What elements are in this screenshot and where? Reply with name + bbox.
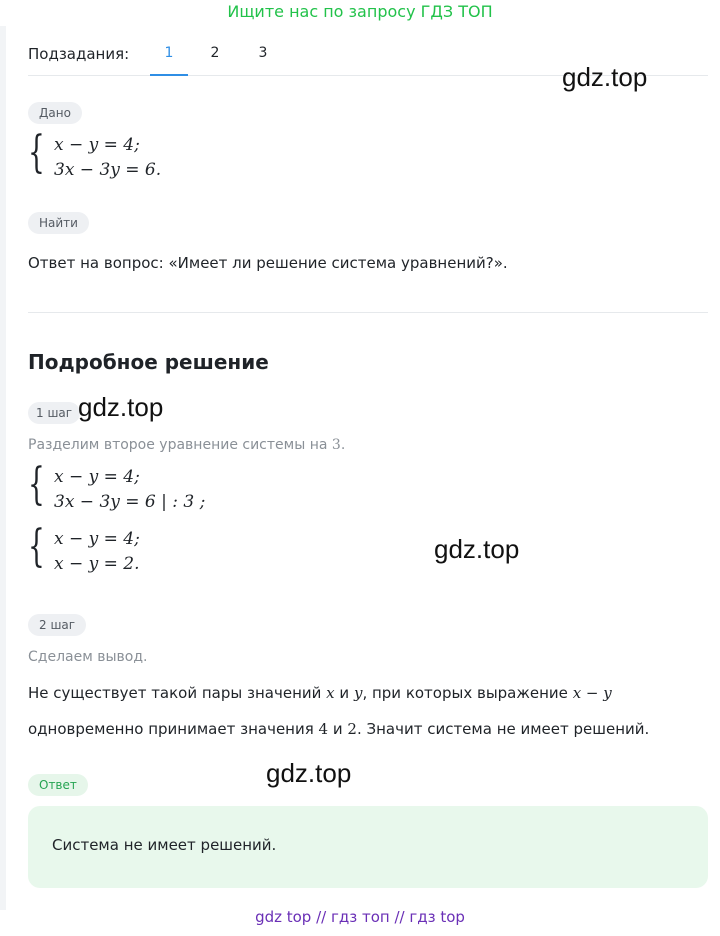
tab-subtask-1[interactable]: 1 bbox=[164, 45, 174, 61]
text-run: . Значит система не имеет решений. bbox=[356, 720, 650, 738]
step-2-note: Сделаем вывод. bbox=[28, 649, 148, 665]
step-1-note bbox=[28, 437, 345, 453]
step-1-eq-a1: x − y = 4; bbox=[54, 467, 140, 487]
text-run: и bbox=[332, 720, 343, 738]
active-tab-indicator bbox=[150, 74, 188, 76]
text-run: одновременно принимает значения bbox=[28, 720, 314, 738]
left-border bbox=[0, 26, 6, 910]
step-1-chip: 1 шаг bbox=[28, 402, 80, 424]
text-run: и bbox=[339, 684, 350, 702]
given-eq-1: x − y = 4; bbox=[54, 135, 140, 155]
tab-subtask-2[interactable]: 2 bbox=[210, 45, 220, 61]
subtasks-label: Подзадания: bbox=[28, 45, 130, 63]
promo-banner: Ищите нас по запросу ГДЗ ТОП bbox=[227, 2, 493, 21]
section-divider bbox=[28, 312, 708, 313]
math-number: 4 bbox=[318, 720, 329, 738]
step-1-eq-a2: 3x − 3y = 6 | : 3 ; bbox=[54, 492, 206, 512]
watermark: gdz.top bbox=[266, 758, 352, 788]
watermark: gdz.top bbox=[434, 534, 520, 564]
step-1-system-b bbox=[28, 521, 228, 580]
watermark: gdz.top bbox=[78, 392, 164, 422]
step-1-eq-b1: x − y = 4; bbox=[54, 529, 140, 549]
answer-box bbox=[28, 806, 708, 888]
step-2-chip: 2 шаг bbox=[28, 614, 86, 636]
step-1-note-number: 3 bbox=[331, 437, 341, 453]
given-chip: Дано bbox=[28, 102, 82, 124]
system-brace: { bbox=[28, 521, 45, 572]
step-1-eq-b2: x − y = 2. bbox=[54, 554, 140, 574]
step-2-paragraph-line-1 bbox=[28, 682, 612, 704]
given-system bbox=[28, 127, 228, 186]
math-number: 2 bbox=[347, 720, 357, 738]
answer-text: Система не имеет решений. bbox=[52, 836, 277, 854]
system-brace: { bbox=[28, 459, 45, 510]
find-text: Ответ на вопрос: «Имеет ли решение система уравнений?». bbox=[28, 254, 508, 272]
step-1-note-dot: . bbox=[340, 437, 346, 453]
answer-chip: Ответ bbox=[28, 774, 88, 796]
tab-subtask-3[interactable]: 3 bbox=[258, 45, 268, 61]
given-eq-2: 3x − 3y = 6. bbox=[54, 160, 162, 180]
footer-links[interactable]: gdz top // гдз топ // гдз top bbox=[255, 908, 465, 926]
find-chip: Найти bbox=[28, 212, 89, 234]
step-2-paragraph-line-2 bbox=[28, 718, 649, 740]
math-y: y bbox=[353, 684, 363, 702]
math-x: x bbox=[326, 684, 335, 702]
text-run: Не существует такой пары значений bbox=[28, 684, 322, 702]
text-run: , при которых выражение bbox=[362, 684, 568, 702]
math-expression: x − y bbox=[572, 684, 612, 702]
system-brace: { bbox=[28, 127, 45, 178]
watermark: gdz.top bbox=[562, 62, 648, 92]
step-1-system-a bbox=[28, 459, 288, 518]
solution-title: Подробное решение bbox=[28, 350, 269, 374]
step-1-note-text: Разделим второе уравнение системы на bbox=[28, 437, 328, 453]
